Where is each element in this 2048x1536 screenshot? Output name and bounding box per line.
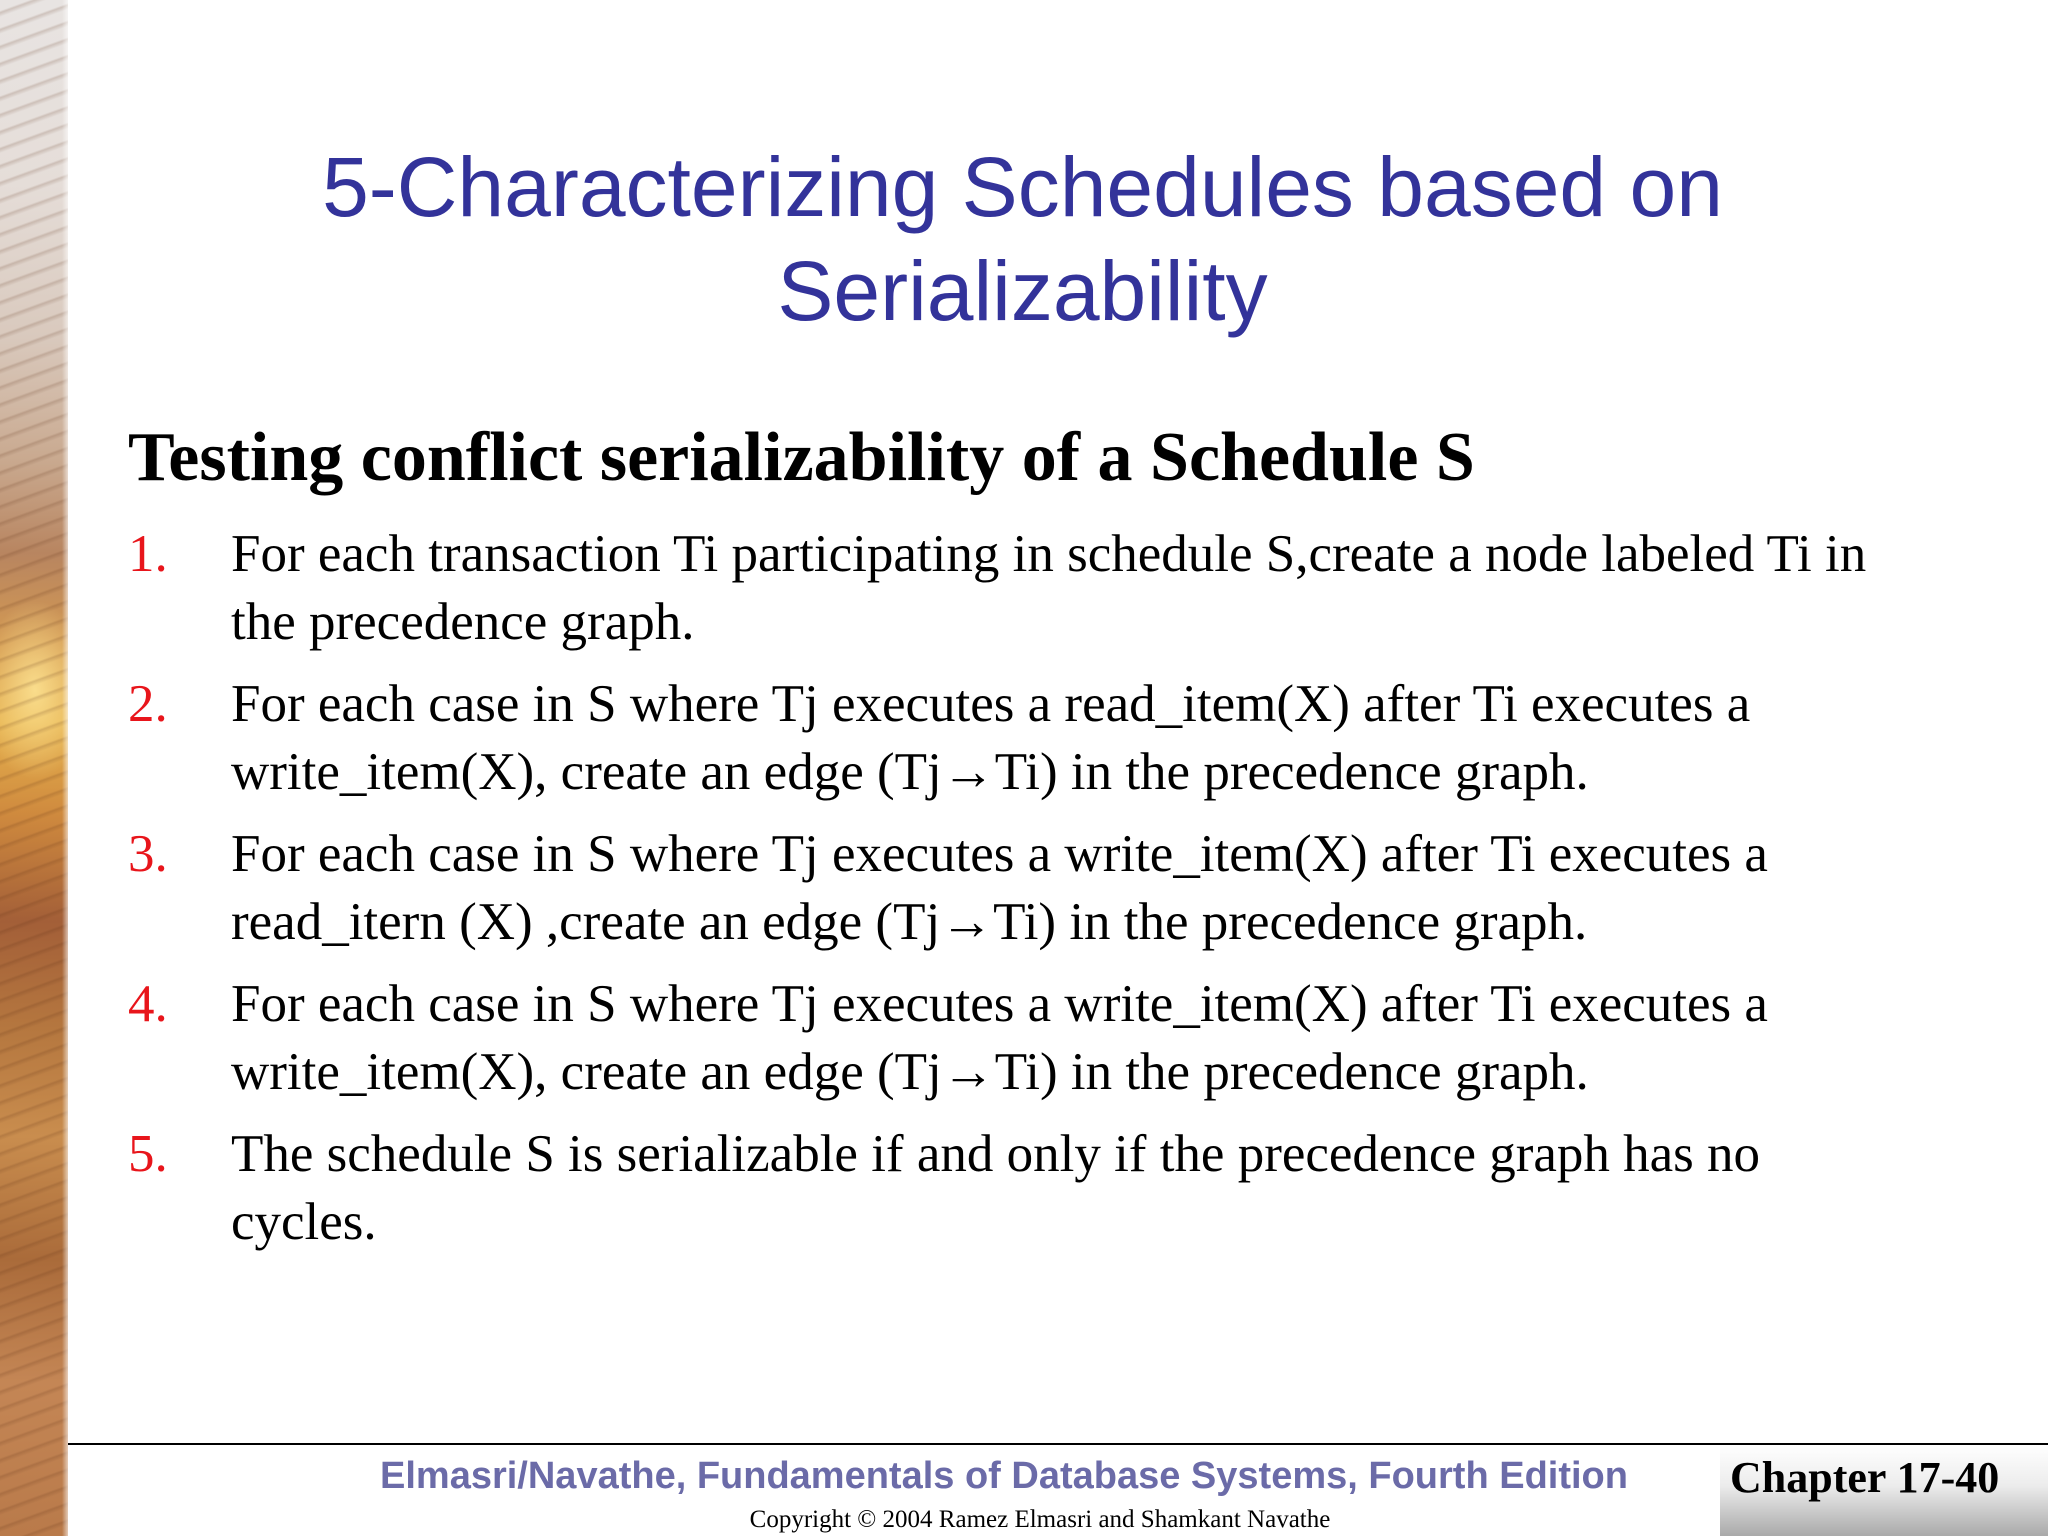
slide-title-line-2: Serializability (777, 244, 1268, 338)
list-item-text-line-1: The schedule S is serializable if and only if the precedence graph has no (231, 1125, 1761, 1183)
decorative-desert-image-strip (0, 0, 68, 1536)
list-item-number: 5. (128, 1125, 168, 1183)
list-item-text-line-2: the precedence graph. (231, 593, 695, 651)
list-item-number: 3. (128, 825, 168, 883)
list-item-number: 1. (128, 525, 168, 583)
section-heading: Testing conflict serializability of a Schedule S (128, 419, 1475, 496)
chapter-page-label: Chapter 17-40 (1730, 1453, 2000, 1502)
copyright-notice: Copyright © 2004 Ramez Elmasri and Shamkant Navathe (749, 1506, 1331, 1533)
list-item-text-line-1: For each transaction Ti participating in schedule S,create a node labeled Ti in (231, 525, 1867, 583)
slide-title-line-1: 5-Characterizing Schedules based on (322, 140, 1723, 234)
list-item-2 (128, 670, 2028, 806)
list-item-1 (128, 520, 2028, 656)
strip-fade-edge (62, 0, 68, 1536)
list-item-text-line-2: read_itern (X) ,create an edge (Tj→Ti) in the precedence graph. (231, 893, 1588, 951)
list-item-text-line-1: For each case in S where Tj executes a write_item(X) after Ti executes a (231, 825, 1768, 883)
list-item-number: 2. (128, 675, 168, 733)
list-item-4 (128, 970, 2028, 1106)
list-item-text-line-2: write_item(X), create an edge (Tj→Ti) in the precedence graph. (231, 743, 1589, 801)
footer-book-title: Elmasri/Navathe, Fundamentals of Database Systems, Fourth Edition (380, 1455, 1628, 1497)
list-item-number: 4. (128, 975, 168, 1033)
list-item-text-line-1: For each case in S where Tj executes a write_item(X) after Ti executes a (231, 975, 1768, 1033)
list-item-text-line-2: cycles. (231, 1193, 377, 1251)
list-item-3 (128, 820, 2028, 956)
list-item-text-line-2: write_item(X), create an edge (Tj→Ti) in the precedence graph. (231, 1043, 1589, 1101)
list-item-5 (128, 1120, 2028, 1256)
slide-title (150, 135, 1895, 343)
sand-ripples (0, 0, 68, 1536)
list-item-text-line-1: For each case in S where Tj executes a read_item(X) after Ti executes a (231, 675, 1751, 733)
